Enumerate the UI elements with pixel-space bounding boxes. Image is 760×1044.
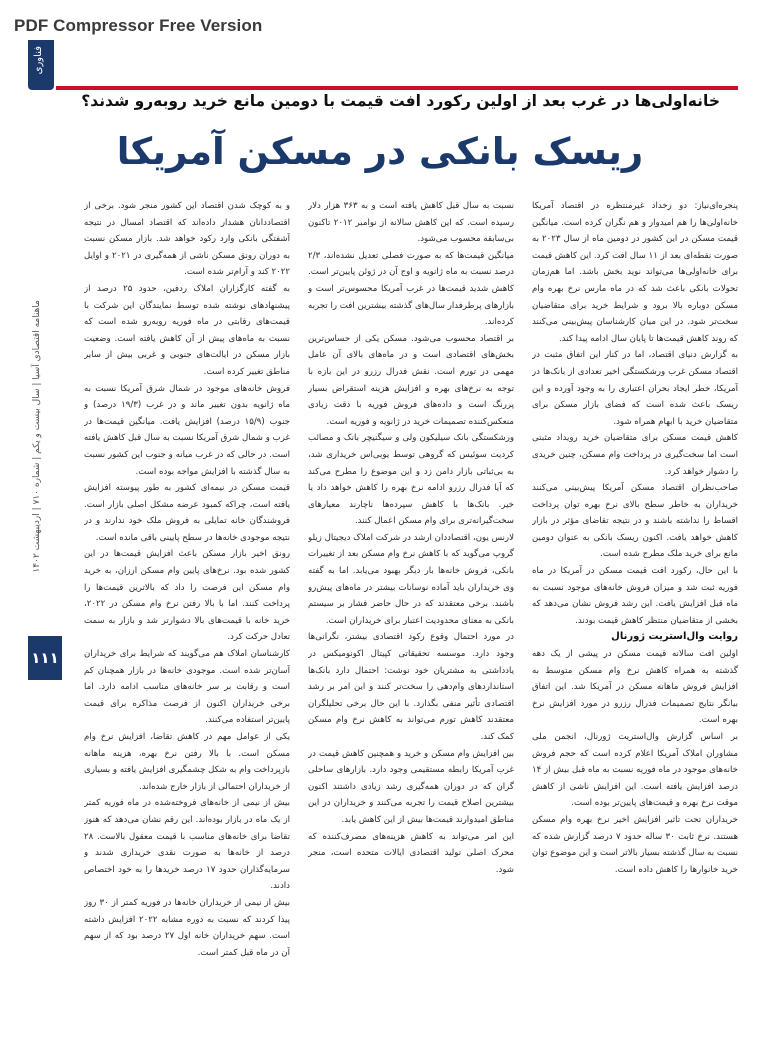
article-body	[82, 198, 738, 1008]
body-paragraph: بین افزایش وام مسکن و خرید و همچنین کاهش قیمت در غرب آمریکا رابطه مستقیمی وجود دارد. بازارهای ساحلی گران که در دوران همه‌گیری رشد زیادی داشتند اکنون بیشترین اصلاح قیمت را تجربه می‌کنند و خریداران در این مناطق امیدوارند قیمت‌ها بیش از این کاهش یابد.	[308, 748, 514, 825]
body-paragraph: پنجره‌ای‌نیاز: دو رخداد غیرمنتظره در اقتصاد آمریکا خانه‌اولی‌ها را هم امیدوار و هم نگران کرده است. میانگین قیمت مسکن در این کشور در دومین ماه از سال ۲۰۲۳ به صورت نقطه‌ای بعد از ۱۱ سال افت کرد. این کاهش قیمت برای خانه‌اولی‌ها می‌تواند نوید بخش باشد. اما هم‌زمان تحولات بانکی باعث شد که در ماه مارس نرخ بهره وام مسکن دوباره بالا برود و شرایط خرید برای متقاضیان سخت‌تر شود. در این میان کارشناسان پیش‌بینی می‌کنند که روند کاهش قیمت‌ها تا پایان سال ادامه پیدا کند.	[532, 201, 738, 344]
side-note: ماهنامه اقتصادی آسیا | سال بیست و یکم | شماره ۷۱۰ | اردیبهشت ۱۴۰۲	[32, 300, 42, 573]
body-paragraph: به گزارش دنیای اقتصاد، اما در کنار این اتفاق مثبت در اقتصاد مسکن غرب ورشکستگی اخیر تعدادی از بانک‌ها در آمریکا، خطر ایجاد بحران اعتباری را به وجود آورده و این ریسک باعث شده است که فضای بازار مسکن برای متقاضیان خرید با ابهام همراه شود.	[532, 350, 738, 427]
body-paragraph: با این حال، رکورد افت قیمت مسکن در آمریکا در ماه فوریه ثبت شد و میزان فروش خانه‌های موجود نسبت به ماه قبل افزایش یافت. این رشد فروش نشان می‌دهد که بخشی از متقاضیان منتظر کاهش قیمت بودند.	[532, 566, 738, 626]
body-paragraph: کاهش قیمت مسکن برای متقاضیان خرید رویداد مثبتی است اما سخت‌گیری در پرداخت وام مسکن، چنین خریدی را دشوار خواهد کرد.	[532, 433, 738, 477]
body-paragraph: لارنس یون، اقتصاددان ارشد در شرکت املاک دیجیتال زیلو گروپ می‌گوید که با کاهش نرخ وام مسکن بعد از تغییرات بانکی، فروش خانه‌ها بار دیگر بهبود می‌یابد. اما به گفته وی خریداران باید آماده نوسانات بیشتر در ماه‌های پیش‌رو باشند. برخی معتقدند که در حال حاضر فشار بر سیستم بانکی به معنای محدودیت اعتبار برای خریداران است.	[308, 532, 514, 626]
body-paragraph: بر اقتصاد محسوب می‌شود. مسکن یکی از حساس‌ترین بخش‌های اقتصادی است و در ماه‌های بالای آن عامل مهمی در تورم است. نقش فدرال رزرو در این بازه با توجه به نرخ‌های بهره و افزایش هزینه استقراض بسیار پررنگ است و داده‌های فروش فوریه با دقت زیادی منعکس‌کننده تصمیمات خرید در ژانویه و فوریه است.	[308, 333, 514, 427]
title-rule	[56, 86, 738, 90]
body-paragraph: ورشکستگی بانک سیلیکون ولی و سیگنیچر بانک و مصائب کردیت سوئیس که گروهی توسط یو‌بی‌اس خریداری شد، به بی‌ثباتی بازار دامن زد و این موضوع را مطرح می‌کند که آیا فدرال رزرو ادامه نرخ بهره را کاهش خواهد داد یا خیر. بانک‌ها با کاهش سپرده‌ها ناچارند معیارهای سخت‌گیرانه‌تری برای وام مسکن اعمال کنند.	[308, 433, 514, 527]
section-label: فناوری	[33, 46, 44, 75]
body-paragraph: رونق اخیر بازار مسکن باعث افزایش قیمت‌ها در این کشور شده بود. نرخ‌های پایین وام مسکن ارزان، به خرید وام مسکن این فرصت را داد که بالاترین قیمت‌ها را پرداخت کنند. اما با بالا رفتن نرخ وام مسکن در ۲۰۲۲، خرید خانه با قیمت‌های بالا دشوارتر شد و بازار به سمت تعادل حرکت کرد.	[84, 549, 290, 643]
article-supertitle: خانه‌اولی‌ها در غرب بعد از اولین رکورد افت قیمت با دومین مانع خرید روبه‌رو شدند؟	[81, 92, 720, 110]
side-publication-strip	[30, 300, 48, 900]
body-paragraph: صاحب‌نظران اقتصاد مسکن آمریکا پیش‌بینی می‌کنند خریداران به خاطر سطح بالای نرخ بهره توان پرداخت اقساط را نداشته باشند و در نتیجه تقاضای مؤثر در بازار کاهش خواهد یافت. اکنون ریسک بانکی به عنوان دومین مانع برای خرید ملک مطرح شده است.	[532, 483, 738, 560]
page-number: ۱۱۱	[28, 636, 62, 680]
body-paragraph: بیش از نیمی از خانه‌های فروخته‌شده در ماه فوریه کمتر از یک ماه در بازار بوده‌اند. این رقم نشان می‌دهد که هنوز تقاضا برای خانه‌های مناسب با قیمت معقول بالاست. ۲۸ درصد از خانه‌ها به صورت نقدی خریداری شدند و سرمایه‌گذاران حدود ۱۷ درصد خریدها را به خود اختصاص دادند.	[84, 798, 290, 892]
section-subheading: روایت وال‌استریت ژورنال	[611, 631, 738, 643]
body-paragraph: به گفته کارگزاران املاک ردفین، حدود ۲۵ درصد از پیشنهادهای نوشته شده توسط نمایندگان این شرکت با قیمت‌های رقابتی در ماه فوریه روبه‌رو شده است که نسبت به ماه‌های پیش از آن کاهش یافته است. وضعیت بازار مسکن در ایالت‌های جنوبی و غربی بیش از سایر مناطق تغییر کرده است.	[84, 283, 290, 377]
section-tab	[28, 40, 54, 90]
body-paragraph: فروش خانه‌های موجود در شمال شرق آمریکا نسبت به ماه ژانویه بدون تغییر ماند و در غرب (۱۹/۳ درصد) و جنوب (۱۵/۹ درصد) افزایش یافت. میانگین قیمت‌ها در غرب و شمال شرق آمریکا نسبت به سال قبل کاهش یافته است. در حالی که در غرب میانه و جنوب این کشور نسبت به سال گذشته با افزایش مواجه بوده است.	[84, 383, 290, 477]
body-paragraph: و به کوچک شدن اقتصاد این کشور منجر شود. برخی از اقتصاددانان هشدار داده‌اند که اقتصاد امسال در نتیجه آشفتگی بانکی وارد رکود خواهد شد. بازار مسکن نسبت به دوران رونق مسکن ناشی از همه‌گیری در ۲۰۲۱ و اوایل ۲۰۲۲ کند و آرام‌تر شده است.	[84, 201, 290, 278]
body-paragraph: میانگین قیمت‌ها که به صورت فصلی تعدیل نشده‌اند، ۲/۳ درصد نسبت به ماه ژانویه و اوج آن در ژوئن پایین‌تر است. کاهش شدید قیمت‌ها در غرب آمریکا محسوس‌تر است و بازارهای پرطرفدار سال‌های گذشته بیشترین افت را تجربه کرده‌اند.	[308, 250, 514, 328]
column-middle	[308, 198, 514, 1008]
body-paragraph: بر اساس گزارش وال‌استریت ژورنال، انجمن ملی مشاوران املاک آمریکا اعلام کرده است که حجم فروش خانه‌های موجود در ماه فوریه نسبت به ماه قبل بیش از ۱۴ درصد افزایش یافته است. این افزایش ناشی از کاهش موقت نرخ بهره و قیمت‌های پایین‌تر بوده است.	[532, 732, 738, 809]
body-paragraph: در مورد احتمال وقوع رکود اقتصادی بیشتر، نگرانی‌ها وجود دارد. موسسه تحقیقاتی کپیتال اکونومیکس در یادداشتی به مشتریان خود نوشت: احتمال دارد بانک‌ها استانداردهای وام‌دهی را سخت‌تر کنند و این امر بر رشد اقتصادی تأثیر منفی بگذارد. با این حال برخی تحلیلگران معتقدند کاهش تورم می‌تواند به کاهش نرخ وام مسکن کمک کند.	[308, 632, 514, 742]
body-paragraph: اولین افت سالانه قیمت مسکن در پیشی از یک دهه گذشته به همراه کاهش نرخ وام مسکن متوسط به افزایش فروش ماهانه مسکن در آمریکا شد. این اتفاق بیانگر نتایج تصمیمات فدرال رزرو در مورد افزایش نرخ بهره است.	[532, 649, 738, 726]
body-paragraph: نسبت به سال قبل کاهش یافته است و به ۳۶۳ هزار دلار رسیده است. که این کاهش سالانه از نوامبر ۲۰۱۲ تاکنون بی‌سابقه محسوب می‌شود.	[308, 201, 514, 245]
column-left	[84, 198, 290, 1008]
body-paragraph: قیمت مسکن در نیمه‌ای کشور به طور پیوسته افزایش یافته است، چراکه کمبود عرضه مشکل اصلی بازار است. فروشندگان خانه تمایلی به فروش ملک خود ندارند و در نتیجه موجودی خانه‌ها در سطح پایینی باقی مانده است.	[84, 483, 290, 543]
column-right	[532, 198, 738, 1008]
body-paragraph: یکی از عوامل مهم در کاهش تقاضا، افزایش نرخ وام مسکن است. با بالا رفتن نرخ بهره، هزینه ماهانه بازپرداخت وام به شکل چشمگیری افزایش یافته و بسیاری از خریداران احتمالی از بازار خارج شده‌اند.	[84, 732, 290, 792]
body-paragraph: کارشناسان املاک هم می‌گویند که شرایط برای خریداران آسان‌تر شده است. موجودی خانه‌ها در بازار همچنان کم است و رقابت بر سر خانه‌های مناسب ادامه دارد. اما برخی خریداران اکنون از فرصت مذاکره برای قیمت پایین‌تر استفاده می‌کنند.	[84, 649, 290, 726]
body-paragraph: بیش از نیمی از خریداران خانه‌ها در فوریه کمتر از ۳۰ روز پیدا کردند که نسبت به دوره مشابه ۲۰۲۲ افزایش داشته است. سهم خریداران خانه اول ۲۷ درصد بود که از سهم آن در ماه قبل کمتر است.	[84, 897, 290, 958]
article-title: ریسک بانکی در مسکن آمریکا	[116, 130, 644, 173]
body-paragraph: خریداران تحت تاثیر افزایش اخیر نرخ بهره وام مسکن هستند. نرخ ثابت ۳۰ ساله حدود ۷ درصد گزارش شده که نسبت به سال گذشته بسیار بالاتر است و این موضوع توان خرید خانوارها را کاهش داده است.	[532, 814, 738, 875]
body-paragraph: این امر می‌تواند به کاهش هزینه‌های مصرف‌کننده که محرک اصلی تولید اقتصادی ایالات متحده است، منجر شود.	[308, 831, 514, 875]
watermark-text: PDF Compressor Free Version	[14, 16, 263, 35]
